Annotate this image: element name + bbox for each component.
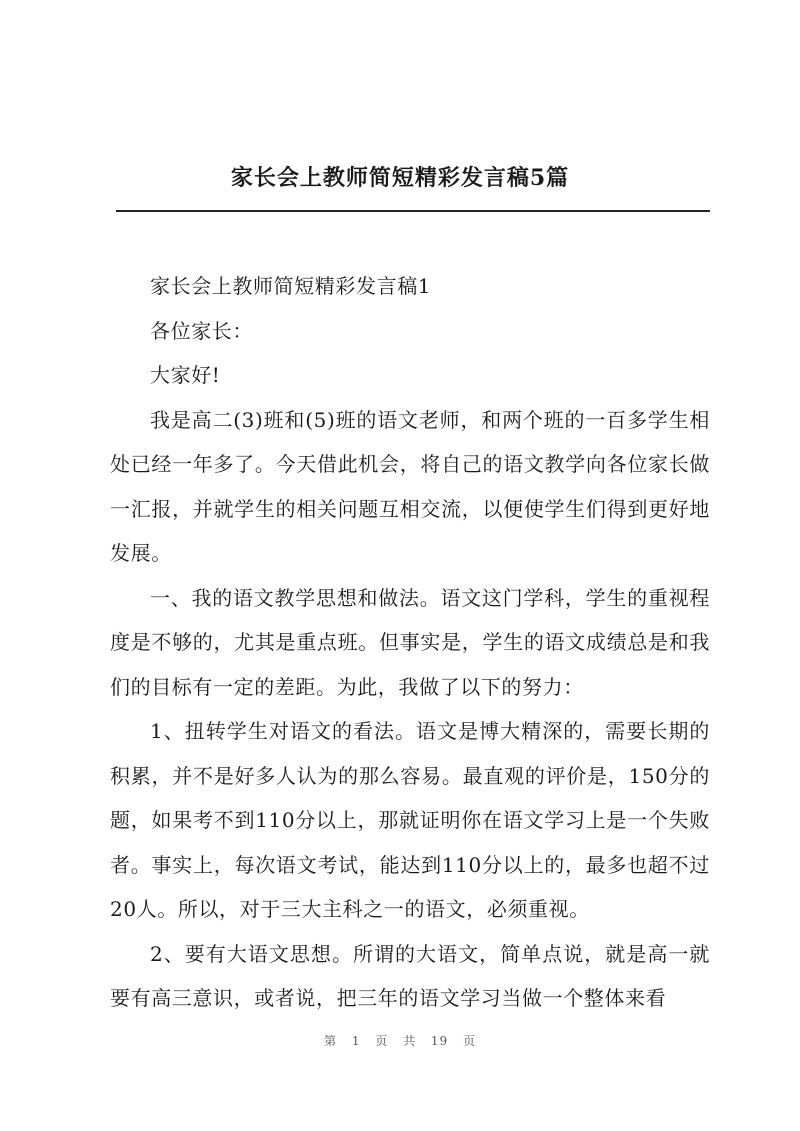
paragraph-greeting: 大家好! [150,363,221,387]
paragraph-subtitle: 家长会上教师简短精彩发言稿1 [150,274,432,298]
title-divider [116,210,710,212]
document-title: 家长会上教师简短精彩发言稿5篇 [230,165,570,191]
paragraph-salutation: 各位家长： [150,318,253,343]
paragraph-introduction: 我是高二(3)班和(5)班的语文老师，和两个班的一百多学生相处已经一年多了。今天借此机会，将自己的语文教学向各位家长做一汇报，并就学生的相关问题互相交流，以便使学生们得到更好地发展。 [110,407,710,565]
document-body [110,264,710,1021]
paragraph-point-one: 1、扭转学生对语文的看法。语文是博大精深的，需要长期的积累，并不是好多人认为的那么容易。最直观的评价是，150分的题，如果考不到110分以上，那就证明你在语文学习上是一个失败者。事实上，每次语文考试，能达到110分以上的，最多也超不过20人。所以，对于三大主科之一的语文，必须重视。 [110,719,710,921]
paragraph-point-two: 2、要有大语文思想。所谓的大语文，简单点说，就是高一就要有高三意识，或者说，把三年的语文学习当做一个整体来看 [110,941,710,1010]
paragraph-section-one: 一、我的语文教学思想和做法。语文这门学科，学生的重视程度是不够的，尤其是重点班。但事实是，学生的语文成绩总是和我们的目标有一定的差距。为此，我做了以下的努力： [110,585,710,699]
page-number-footer: 第 1 页 共 19 页 [324,1034,476,1048]
